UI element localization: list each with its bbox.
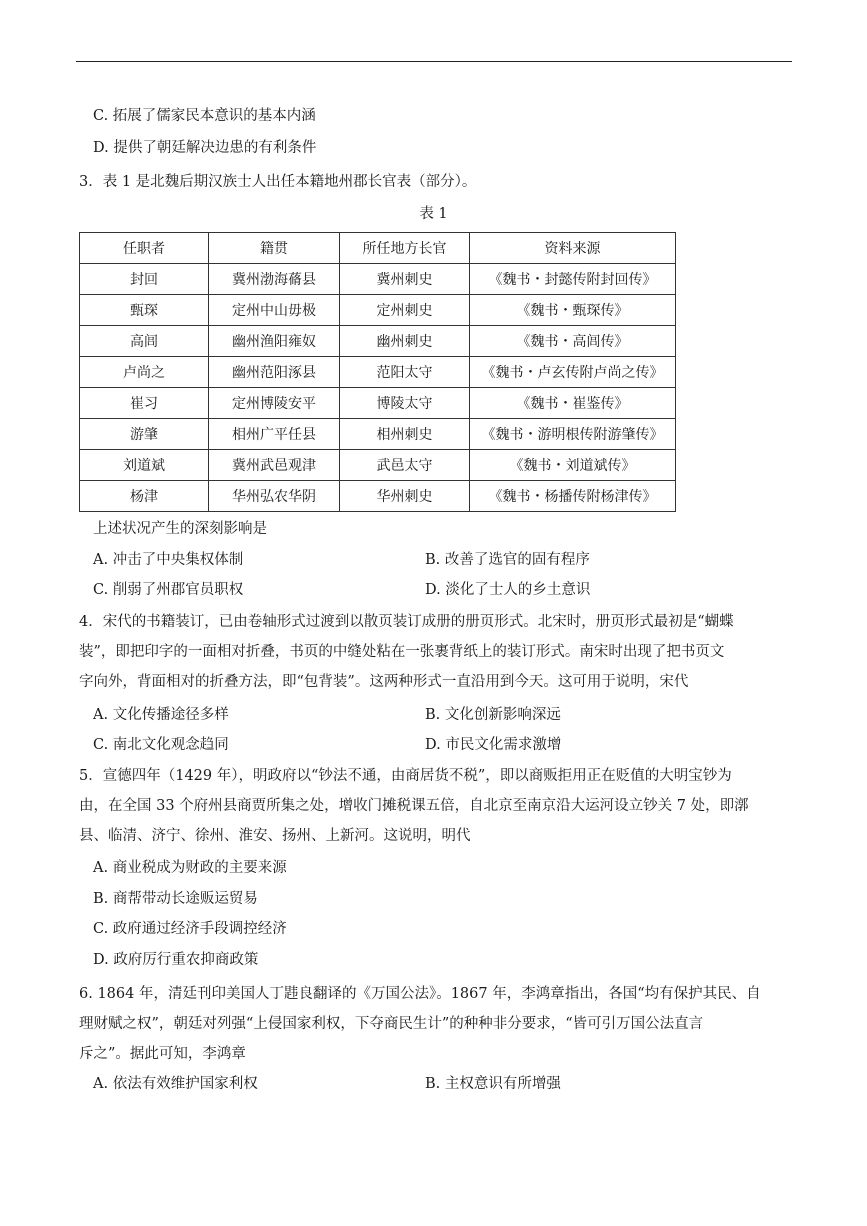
table-cell: 相州广平任县 — [209, 419, 340, 450]
q5-option-d: D. 政府厉行重农抑商政策 — [93, 952, 259, 968]
q2-option-d: D. 提供了朝廷解决边患的有利条件 — [93, 140, 317, 156]
table-cell: 《魏书・崔鉴传》 — [470, 388, 676, 419]
table-row — [80, 357, 676, 388]
table-cell: 《魏书・高闾传》 — [470, 326, 676, 357]
table-cell: 冀州刺史 — [340, 264, 470, 295]
table-cell: 相州刺史 — [340, 419, 470, 450]
table-cell: 范阳太守 — [340, 357, 470, 388]
table-cell: 华州刺史 — [340, 481, 470, 512]
q4-option-a: A. 文化传播途径多样 — [93, 707, 229, 723]
q5-option-c: C. 政府通过经济手段调控经济 — [93, 921, 287, 937]
q5-option-b: B. 商帮带动长途贩运贸易 — [93, 891, 258, 907]
q6-stem-line-3: 斥之”。据此可知，李鸿章 — [79, 1046, 246, 1062]
table-cell: 高闾 — [80, 326, 209, 357]
q5-stem-line-2: 由，在全国 33 个府州县商贾所集之处，增收门摊税课五倍，自北京至南京沿大运河设立钞关 7 处，即漷 — [79, 798, 749, 814]
table-cell: 崔习 — [80, 388, 209, 419]
table-cell: 《魏书・刘道斌传》 — [470, 450, 676, 481]
q4-stem-line-1: 4．宋代的书籍装订，已由卷轴形式过渡到以散页装订成册的册页形式。北宋时，册页形式最初是“蝴蝶 — [79, 614, 734, 630]
table-cell: 定州刺史 — [340, 295, 470, 326]
q6-stem-line-1: 6. 1864 年，清廷刊印美国人丁韪良翻译的《万国公法》。1867 年，李鸿章指出，各国“均有保护其民、自 — [79, 986, 761, 1002]
table-cell: 冀州武邑观津 — [209, 450, 340, 481]
q4-stem-line-3: 字向外，背面相对的折叠方法，即“包背装”。这两种形式一直沿用到今天。这可用于说明，宋代 — [79, 674, 689, 690]
table-cell: 幽州渔阳雍奴 — [209, 326, 340, 357]
header-cell: 籍贯 — [209, 233, 340, 264]
table-caption: 表 1 — [419, 206, 448, 222]
header-rule — [76, 61, 792, 62]
table-row — [80, 326, 676, 357]
table-cell: 幽州范阳涿县 — [209, 357, 340, 388]
q5-option-a: A. 商业税成为财政的主要来源 — [93, 860, 287, 876]
q4-option-d: D. 市民文化需求激增 — [425, 737, 562, 753]
table-cell: 武邑太守 — [340, 450, 470, 481]
q3-option-c: C. 削弱了州郡官员职权 — [93, 582, 244, 598]
q4-stem-line-2: 装”，即把印字的一面相对折叠，书页的中缝处粘在一张裹背纸上的装订形式。南宋时出现了把书页文 — [79, 644, 725, 660]
q2-option-c: C. 拓展了儒家民本意识的基本内涵 — [93, 108, 316, 124]
table-1 — [79, 232, 676, 512]
table-cell: 封回 — [80, 264, 209, 295]
table-cell: 《魏书・卢玄传附卢尚之传》 — [470, 357, 676, 388]
table-cell: 《魏书・甄琛传》 — [470, 295, 676, 326]
table-cell: 杨津 — [80, 481, 209, 512]
table-cell: 幽州刺史 — [340, 326, 470, 357]
header-cell: 任职者 — [80, 233, 209, 264]
table-cell: 博陵太守 — [340, 388, 470, 419]
table-cell: 甄琛 — [80, 295, 209, 326]
q4-option-b: B. 文化创新影响深远 — [425, 707, 561, 723]
header-cell: 所任地方长官 — [340, 233, 470, 264]
q3-option-a: A. 冲击了中央集权体制 — [93, 552, 244, 568]
q6-option-a: A. 依法有效维护国家利权 — [93, 1076, 258, 1092]
q3-option-d: D. 淡化了士人的乡土意识 — [425, 582, 591, 598]
header-cell: 资料来源 — [470, 233, 676, 264]
table-cell: 定州中山毋极 — [209, 295, 340, 326]
table-row — [80, 450, 676, 481]
table-cell: 华州弘农华阴 — [209, 481, 340, 512]
table-row — [80, 419, 676, 450]
table-cell: 卢尚之 — [80, 357, 209, 388]
q6-option-b: B. 主权意识有所增强 — [425, 1076, 561, 1092]
q4-option-c: C. 南北文化观念趋同 — [93, 737, 229, 753]
table-cell: 《魏书・杨播传附杨津传》 — [470, 481, 676, 512]
q3-question: 上述状况产生的深刻影响是 — [93, 521, 267, 537]
table-cell: 游肇 — [80, 419, 209, 450]
table-row — [80, 481, 676, 512]
table-cell: 刘道斌 — [80, 450, 209, 481]
table-cell: 定州博陵安平 — [209, 388, 340, 419]
q3-option-b: B. 改善了选官的固有程序 — [425, 552, 590, 568]
table-row — [80, 295, 676, 326]
table-cell: 《魏书・封懿传附封回传》 — [470, 264, 676, 295]
table-header-row — [80, 233, 676, 264]
table-cell: 《魏书・游明根传附游肇传》 — [470, 419, 676, 450]
table-row — [80, 388, 676, 419]
table-row — [80, 264, 676, 295]
table-cell: 冀州渤海蓨县 — [209, 264, 340, 295]
q3-stem: 3．表 1 是北魏后期汉族士人出任本籍地州郡长官表（部分）。 — [79, 174, 477, 190]
q5-stem-line-3: 县、临清、济宁、徐州、淮安、扬州、上新河。这说明，明代 — [79, 828, 471, 844]
q5-stem-line-1: 5．宣德四年（1429 年），明政府以“钞法不通，由商居货不税”，即以商贩拒用正在贬值的大明宝钞为 — [79, 768, 732, 784]
q6-stem-line-2: 理财赋之权”，朝廷对列强“上侵国家利权，下夺商民生计”的种种非分要求，“皆可引万国公法直言 — [79, 1016, 704, 1032]
